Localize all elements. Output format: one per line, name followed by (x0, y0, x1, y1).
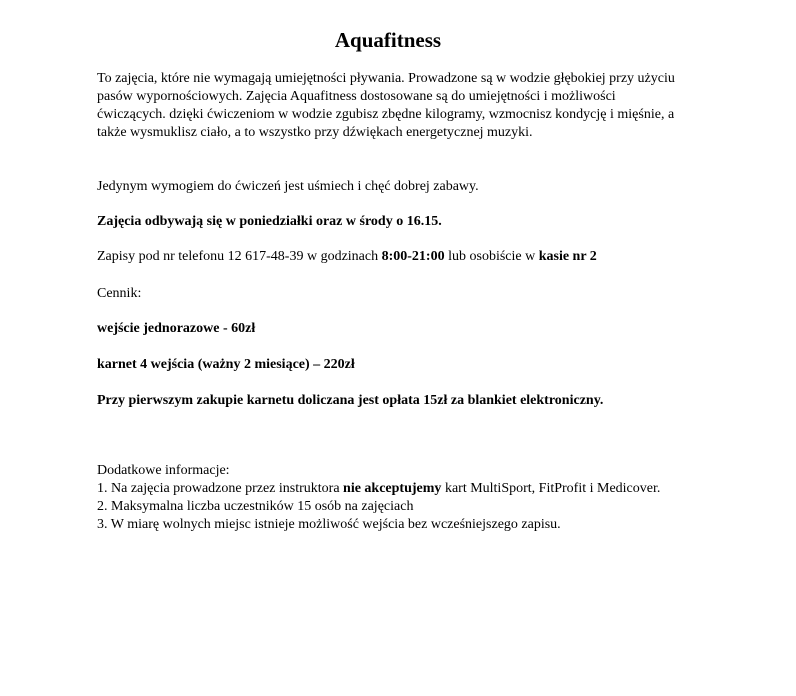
additional-item-1 (97, 480, 677, 498)
requirement-paragraph: Jedynym wymogiem do ćwiczeń jest uśmiech i chęć dobrej zabawy. (97, 179, 479, 194)
additional-item-2: 2. Maksymalna liczba uczestników 15 osób na zajęciach (97, 499, 414, 514)
additional-item-1-suffix: kart MultiSport, FitProfit i Medicover. (441, 481, 661, 496)
additional-item-1-prefix: 1. Na zajęcia prowadzone przez instruktora (97, 481, 344, 496)
intro-paragraph: To zajęcia, które nie wymagają umiejętności pływania. Prowadzone są w wodzie głębokiej przy użyciu pasów wypornościowych. Zajęcia Aquafitness dostosowane są do umiejętności i możliwości ćwiczących. dzięki ćwiczeniom w wodzie zgubisz zbędne kilogramy, wzmocnisz kondycję i mięśnie, a także wysmuklisz ciało, a to wszystko przy dźwiękach energetycznej muzyki. (97, 71, 675, 140)
price-single-entry: wejście jednorazowe - 60zł (97, 321, 256, 336)
signup-prefix: Zapisy pod nr telefonu 12 617-48-39 w godzinach (97, 249, 382, 264)
pricing-heading: Cennik: (97, 286, 142, 301)
additional-item-1-bold: nie akceptujemy (343, 481, 442, 496)
additional-item-3: 3. W miarę wolnych miejsc istnieje możliwość wejścia bez wcześniejszego zapisu. (97, 517, 561, 532)
additional-info (97, 462, 677, 534)
signup-location: kasie nr 2 (538, 249, 597, 264)
schedule-paragraph: Zajęcia odbywają się w poniedziałki oraz w środy o 16.15. (97, 214, 442, 229)
page-title: Aquafitness (334, 28, 442, 52)
additional-heading: Dodatkowe informacje: (97, 463, 230, 478)
signup-paragraph (97, 248, 677, 266)
signup-hours: 8:00-21:00 (381, 249, 445, 264)
signup-middle: lub osobiście w (444, 249, 539, 264)
price-pass: karnet 4 wejścia (ważny 2 miesiące) – 220zł (97, 357, 355, 372)
pricing-note: Przy pierwszym zakupie karnetu doliczana jest opłata 15zł za blankiet elektroniczny. (97, 393, 604, 408)
